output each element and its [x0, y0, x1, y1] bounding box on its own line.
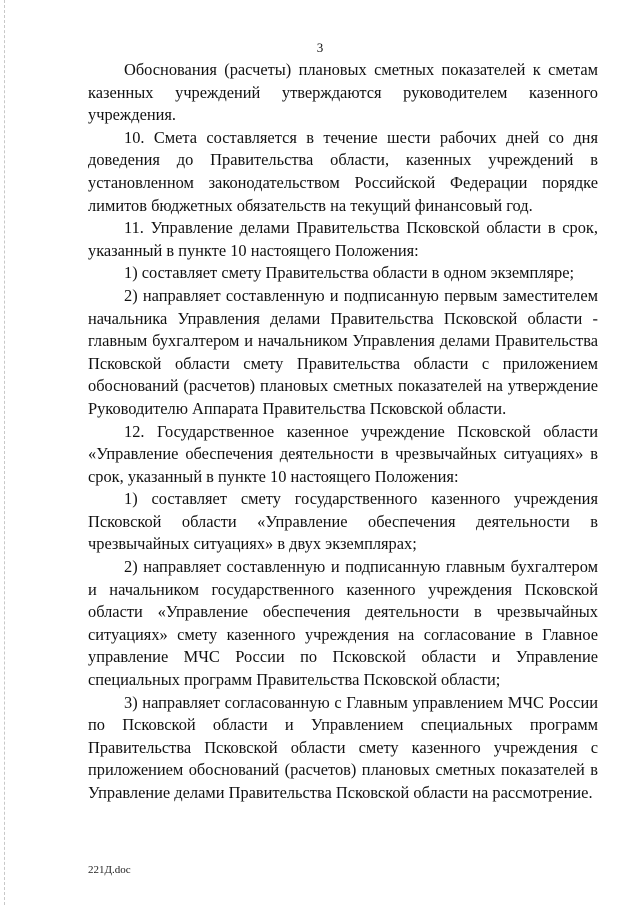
paragraph: 2) направляет составленную и подписанную первым заместителем начальника Управления делами Правительства Псковской области - главным бухгалтером и начальником Управления делами Правительства Псковской области смету Правительства области с приложением обоснований (расчетов) плановых сметных показателей на утверждение Руководителю Аппарата Правительства Псковской области. [88, 285, 598, 418]
file-name-footer: 221Д.doc [88, 864, 131, 876]
page-number: 3 [316, 40, 324, 55]
paragraph: 1) составляет смету Правительства области в одном экземпляре; [124, 263, 575, 283]
paragraph: 11. Управление делами Правительства Псковской области в срок, указанный в пункте 10 настоящего Положения: [88, 218, 598, 260]
paragraph: 2) направляет составленную и подписанную главным бухгалтером и начальником государственного казенного учреждения Псковской области «Управление обеспечения деятельности в чрезвычайных ситуациях» смету казенного учреждения на согласование в Главное управление МЧС России по Псковской области и Управление специальных программ Правительства Псковской области; [88, 557, 598, 690]
paragraph: Обоснования (расчеты) плановых сметных показателей к сметам казенных учреждений утверждаются руководителем казенного учреждения. [88, 60, 598, 125]
paragraph: 10. Смета составляется в течение шести рабочих дней со дня доведения до Правительства области, казенных учреждений в установленном законодательством Российской Федерации порядке лимитов бюджетных обязательств на текущий финансовый год. [88, 127, 598, 215]
document-body [88, 59, 598, 805]
scan-edge [4, 0, 6, 905]
paragraph: 3) направляет согласованную с Главным управлением МЧС России по Псковской области и Управлением специальных программ Правительства Псковской области смету казенного учреждения с приложением обоснований (расчетов) плановых сметных показателей в Управление делами Правительства Псковской области на рассмотрение. [88, 692, 598, 802]
paragraph: 12. Государственное казенное учреждение Псковской области «Управление обеспечения деятельности в чрезвычайных ситуациях» в срок, указанный в пункте 10 настоящего Положения: [88, 421, 598, 486]
paragraph: 1) составляет смету государственного казенного учреждения Псковской области «Управление обеспечения деятельности в чрезвычайных ситуациях» в двух экземплярах; [88, 489, 598, 554]
